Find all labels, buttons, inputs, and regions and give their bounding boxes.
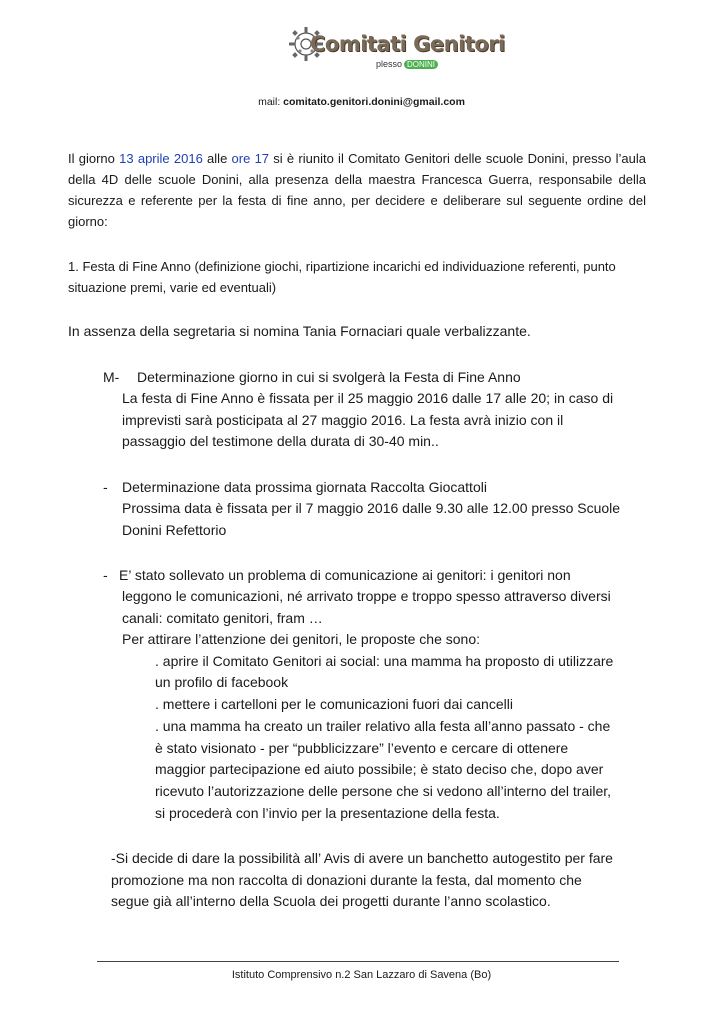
mail-label: mail: bbox=[258, 96, 281, 108]
meeting-time: ore 17 bbox=[231, 151, 270, 166]
logo bbox=[286, 22, 505, 78]
proposal-line: . mettere i cartelloni per le comunicazioni fuori dai cancelli bbox=[155, 696, 513, 712]
avis-line: -Si decide di dare la possibilità all’ Avis di avere un banchetto autogestito per fare bbox=[111, 850, 613, 866]
avis-line: promozione ma non raccolta di donazioni durante la festa, dal momento che bbox=[111, 872, 582, 888]
item3-line: Per attirare l’attenzione dei genitori, le proposte che sono: bbox=[122, 631, 480, 647]
item2-marker: - bbox=[103, 479, 108, 495]
footer-divider bbox=[97, 961, 619, 962]
item2-line: Donini Refettorio bbox=[122, 522, 227, 538]
proposal-line: . aprire il Comitato Genitori ai social: una mamma ha proposto di utilizzare bbox=[155, 653, 614, 669]
item3-line: leggono le comunicazioni, né arrivato troppe e troppo spesso attraverso diversi bbox=[122, 588, 611, 604]
mail-address[interactable]: comitato.genitori.donini@gmail.com bbox=[283, 96, 465, 108]
item2-line: Prossima data è fissata per il 7 maggio 2016 dalle 9.30 alle 12.00 presso Scuole bbox=[122, 500, 621, 516]
proposal-line: si procederà con l’invio per la presentazione della festa. bbox=[155, 805, 500, 821]
proposal-line: ricevuto l’autorizzazione delle persone che si vedono all’interno del trailer, bbox=[155, 783, 612, 799]
proposal-line: maggior partecipazione ed aiuto possibile; è stato deciso che, dopo aver bbox=[155, 761, 604, 777]
item3-marker: - bbox=[103, 567, 108, 583]
secretary-note: In assenza della segretaria si nomina Tania Fornaciari quale verbalizzante. bbox=[68, 323, 531, 339]
proposal-line: . una mamma ha creato un trailer relativo alla festa all’anno passato - che bbox=[155, 718, 611, 734]
item2-title: Determinazione data prossima giornata Raccolta Giocattoli bbox=[122, 479, 487, 495]
logo-plesso: plesso DONINI bbox=[376, 59, 438, 69]
item1-line: passaggio del testimone della durata di 30-40 min.. bbox=[122, 433, 439, 449]
item1-title: Determinazione giorno in cui si svolgerà la Festa di Fine Anno bbox=[137, 369, 521, 385]
avis-line: segue già all’interno della Scuola dei progetti durante l’anno scolastico. bbox=[111, 893, 551, 909]
item1-line: La festa di Fine Anno è fissata per il 25 maggio 2016 dalle 17 alle 20; in caso di bbox=[122, 390, 614, 406]
item1-line: imprevisti sarà posticipata al 27 maggio 2016. La festa avrà inizio con il bbox=[122, 412, 564, 428]
item1-marker: M- bbox=[103, 369, 120, 385]
mail-line bbox=[0, 96, 723, 108]
footer-text: Istituto Comprensivo n.2 San Lazzaro di Savena (Bo) bbox=[231, 969, 492, 981]
proposal-line: un profilo di facebook bbox=[155, 674, 289, 690]
proposal-line: è stato visionato - per “pubblicizzare” l’evento e cercare di ottenere bbox=[155, 740, 569, 756]
item3-line: E’ stato sollevato un problema di comunicazione ai genitori: i genitori non bbox=[119, 567, 571, 583]
logo-text: Comitati Genitori bbox=[310, 32, 505, 56]
agenda-item: 1. Festa di Fine Anno (definizione giochi, ripartizione incarichi ed individuazione referenti, punto situazione premi, varie ed eventuali) bbox=[68, 259, 616, 295]
meeting-date: 13 aprile 2016 bbox=[119, 151, 203, 166]
item3-line: canali: comitato genitori, fram … bbox=[122, 610, 323, 626]
intro-paragraph: Il giorno 13 aprile 2016 alle ore 17 si è riunito il Comitato Genitori delle scuole Donini, presso l’aula della 4D delle scuole Donini, alla presenza della maestra Francesca Guerra, responsabile della sicurezza e referente per la festa di fine anno, per decidere e deliberare sul seguente ordine del giorno: bbox=[68, 151, 646, 229]
logo-donini-badge: DONINI bbox=[404, 60, 438, 69]
